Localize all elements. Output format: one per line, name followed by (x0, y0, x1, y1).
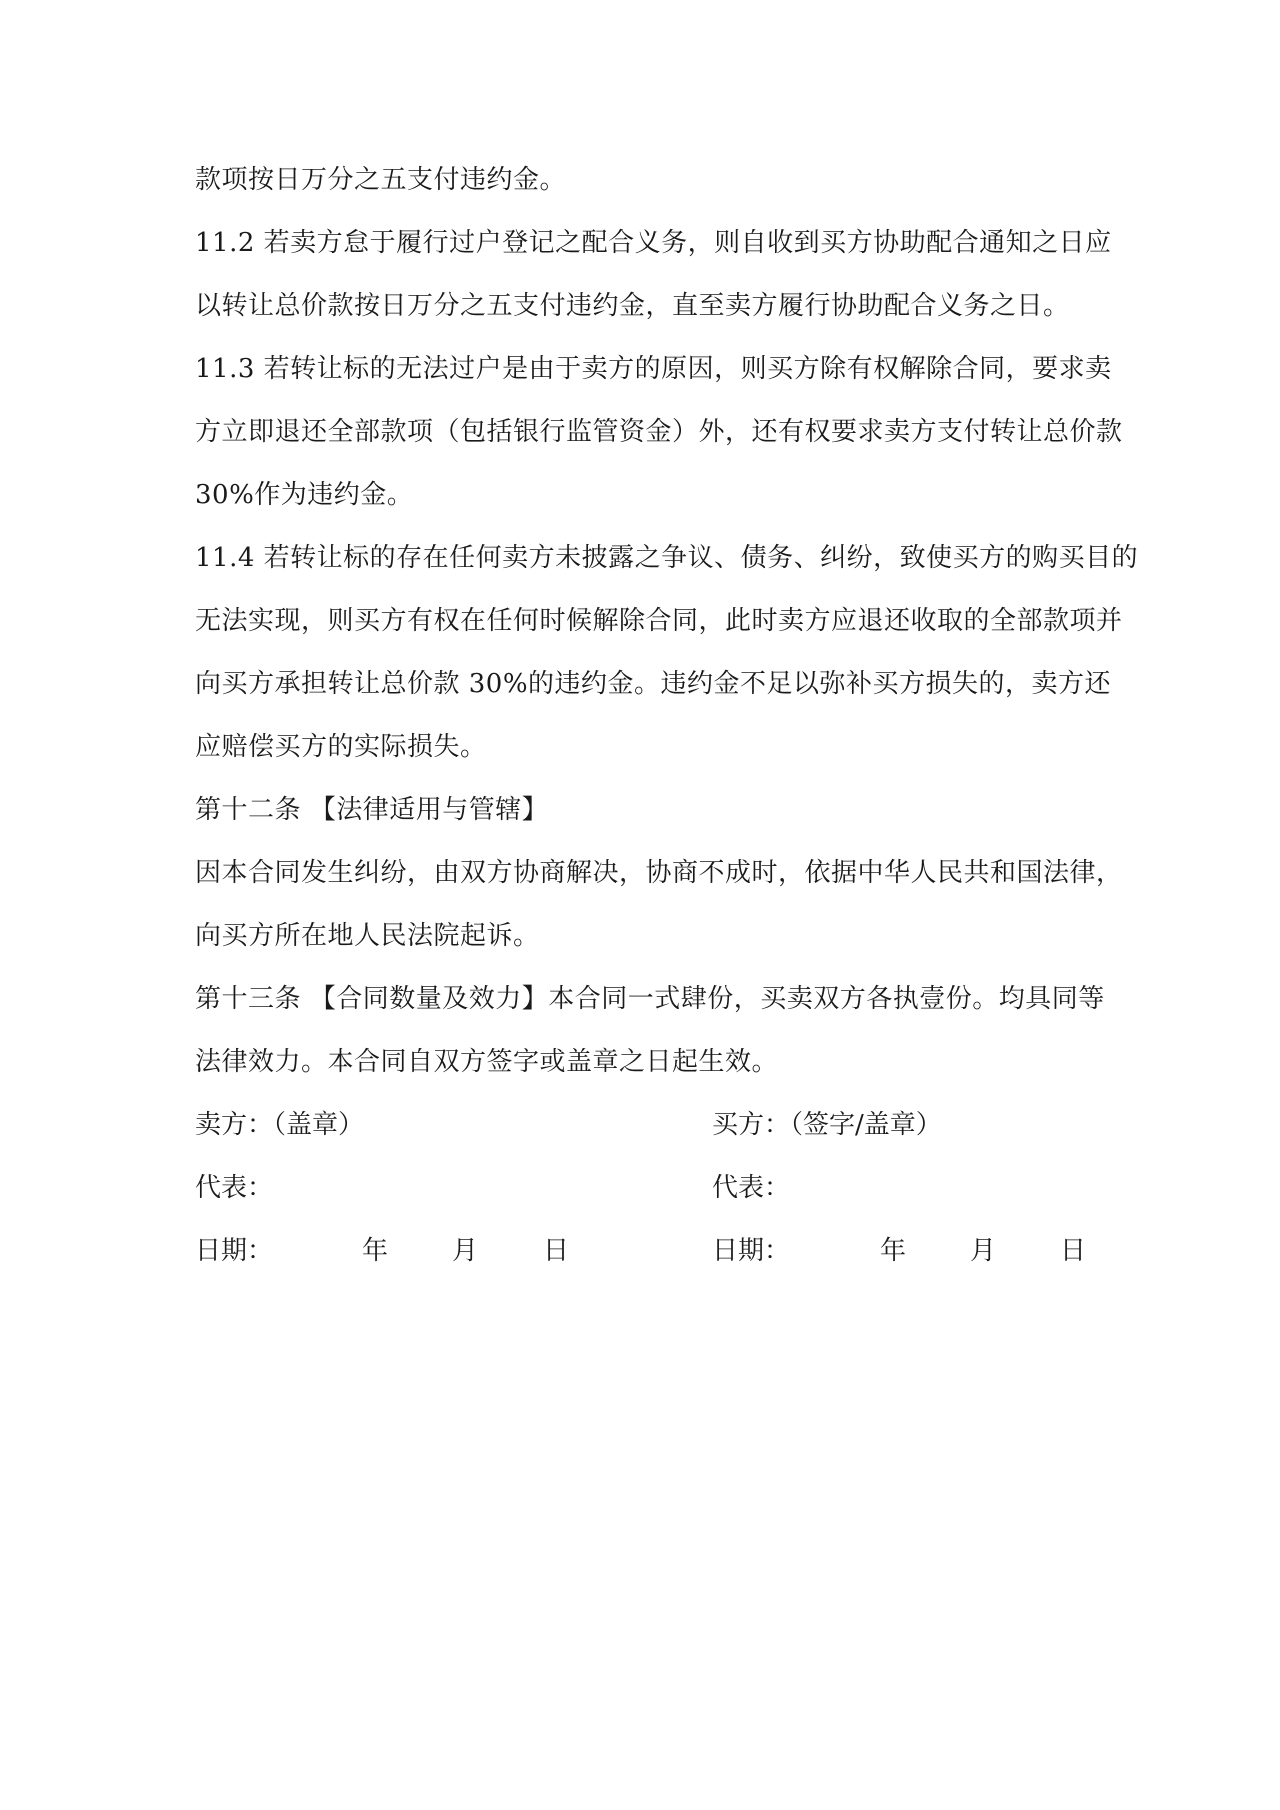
clause-11-4-line-1: 11.4 若转让标的存在任何卖方未披露之争议、债务、纠纷，致使买方的购买目的 (195, 543, 1139, 573)
buyer-date-month: 月 (970, 1236, 997, 1266)
text-line-1: 款项按日万分之五支付违约金。 (195, 165, 567, 195)
buyer-date-label: 日期： (712, 1236, 791, 1266)
seller-date-label: 日期： (195, 1236, 274, 1266)
clause-11-4-line-2: 无法实现，则买方有权在任何时候解除合同，此时卖方应退还收取的全部款项并 (195, 606, 1123, 636)
seller-rep-label: 代表： (195, 1173, 274, 1203)
seller-seal-label: 卖方：（盖章） (195, 1110, 365, 1140)
article-13-line-1: 第十三条 【合同数量及效力】本合同一式肆份，买卖双方各执壹份。均具同等 (195, 984, 1105, 1014)
seller-date-year: 年 (362, 1236, 389, 1266)
buyer-rep-label: 代表： (712, 1173, 791, 1203)
clause-11-2-line-2: 以转让总价款按日万分之五支付违约金，直至卖方履行协助配合义务之日。 (195, 291, 1070, 321)
article-13-line-2: 法律效力。本合同自双方签字或盖章之日起生效。 (195, 1047, 779, 1077)
seller-date-month: 月 (452, 1236, 479, 1266)
buyer-date-year: 年 (880, 1236, 907, 1266)
seller-date-day: 日 (543, 1236, 570, 1266)
clause-11-3-line-1: 11.3 若转让标的无法过户是由于卖方的原因，则买方除有权解除合同，要求卖 (195, 354, 1112, 384)
clause-11-4-line-3: 向买方承担转让总价款 30%的违约金。违约金不足以弥补买方损失的，卖方还 (195, 669, 1112, 699)
buyer-date-day: 日 (1060, 1236, 1087, 1266)
article-12-line-1: 因本合同发生纠纷，由双方协商解决，协商不成时，依据中华人民共和国法律， (195, 858, 1123, 888)
clause-11-4-line-4: 应赔偿买方的实际损失。 (195, 732, 487, 762)
article-12-heading: 第十二条 【法律适用与管辖】 (195, 795, 549, 825)
buyer-sign-label: 买方：（签字/盖章） (712, 1110, 942, 1140)
clause-11-2-line-1: 11.2 若卖方怠于履行过户登记之配合义务，则自收到买方协助配合通知之日应 (195, 228, 1112, 258)
clause-11-3-line-3: 30%作为违约金。 (195, 480, 414, 510)
article-12-line-2: 向买方所在地人民法院起诉。 (195, 921, 540, 951)
clause-11-3-line-2: 方立即退还全部款项（包括银行监管资金）外，还有权要求卖方支付转让总价款 (195, 417, 1123, 447)
